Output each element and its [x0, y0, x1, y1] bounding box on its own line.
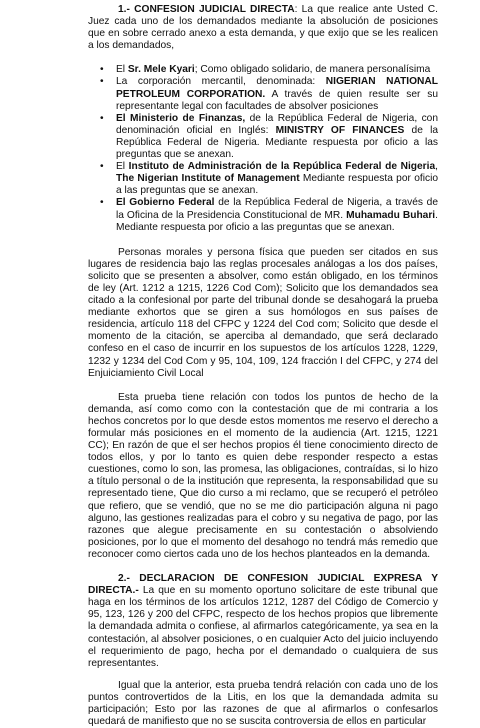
section-1-intro: : La que realice ante Usted C. Juez cada uno de los demandados mediante la absolución de posiciones que en sobre cerrado anexo a esta demanda, y que exijo que se les realicen a los demandados,	[88, 4, 438, 52]
section-2-paragraph	[88, 573, 438, 670]
section-1-heading: 1.- CONFESION JUDICIAL DIRECTA	[118, 4, 295, 15]
bullet-icon: •	[100, 197, 104, 209]
list-item: • La corporación mercantil, denominada: NIGERIAN NATIONAL PETROLEUM CORPORATION. A través de quien resulte ser su representante legal con facultades de absolver posiciones	[100, 76, 438, 112]
respondent-list	[88, 64, 438, 233]
closing-paragraph: Igual que la anterior, esta prueba tendrá relación con cada uno de los puntos controvertidos de la Litis, en los que la demandada admita su participación; Esto por las razones de que al afirmarlos o confesarlos quedará de manifiesto que no se suscita controversia de ellos en particular	[88, 679, 438, 728]
section-2-heading: 2.- DECLARACION DE CONFESION JUDICIAL EXPRESA Y DIRECTA.-	[88, 573, 438, 597]
relation-paragraph: Esta prueba tiene relación con todos los puntos de hecho de la demanda, así como como con la contestación que de mi contraria a los hechos concretos por lo que desde estos momentos me reservo el derecho a formular más posiciones en el momento de la audiencia (Art. 1215, 1221 CC); En razón de que el ser hechos propios él tiene conocimiento directo de todos ellos, y por lo tanto es quien debe responder respecto a estas cuestiones, como lo son, las promesa, las obligaciones, contraídas, si lo hizo a título personal o de la institución que representa, la responsabilidad que su representado tiene, Que dio curso a mi reclamo, que se recuperó el petróleo que refiero, que se vendió, que no se me dio participación alguna ni pago alguno, las gestiones realizadas para el cobro y su negativa de pago, por las razones que alegue precisamente en su contestación o absolviendo posiciones, por lo que el momento del desahogo no tendrá más remedio que reconocer como ciertos cada uno de los hechos planteados en la demanda.	[88, 391, 438, 560]
list-item: • El Instituto de Administración de la República Federal de Nigeria, The Nigerian Institute of Management Mediante respuesta por oficio a las preguntas que se anexan.	[100, 161, 438, 197]
citation-paragraph: Personas morales y persona física que pueden ser citados en sus lugares de residencia bajo las reglas procesales análogas a los dos países, solicito que se presenten a absolver, como están obligado, en los términos de ley (Art. 1212 a 1215, 1226 Cod Com); Solicito que los demandados sea citado a la confesional por parte del tribunal donde se desahogará la prueba mediante exhortos que se giren a sus homólogos en sus países de residencia, artículo 118 del CFPC y 1224 del Cod com; Solicito que desde el momento de la citación, se aperciba al demandado, que será declarado confeso en el caso de incurrir en los supuestos de los artículos 1228, 1229, 1232 y 1234 del Cod Com y 95, 104, 109, 124 fracción I del CFPC, y 274 del Enjuiciamiento Civil Local	[88, 246, 438, 379]
bullet-icon: •	[100, 112, 104, 124]
bullet-icon: •	[100, 64, 104, 76]
list-item: • El Sr. Mele Kyari; Como obligado solidario, de manera personalísima	[100, 64, 431, 76]
section-1-paragraph	[88, 4, 438, 52]
list-item: • El Ministerio de Finanzas, de la República Federal de Nigeria, con denominación oficial en Inglés: MINISTRY OF FINANCES de la República Federal de Nigeria. Mediante respuesta por oficio a las preguntas que se anexan.	[100, 112, 438, 161]
list-item: • El Gobierno Federal de la República Federal de Nigeria, a través de la Oficina de la Presidencia Constitucional de MR. Muhamadu Buhari. Mediante respuesta por oficio a las preguntas que se anexan.	[100, 197, 438, 233]
section-2-body: La que en su momento oportuno solicitare de este tribunal que haga en los términos de los artículos 1212, 1287 del Código de Comercio y 95, 123, 126 y 200 del CFPC, respecto de los hechos propios que libremente la demandada admita o confiese, al afirmarlos categóricamente, ya sea en la contestación, al absolver posiciones, o en cualquier Acto del juicio incluyendo el requerimiento de pago, hecha por el demandado o cualquiera de sus representantes.	[88, 585, 438, 669]
bullet-icon: •	[100, 161, 104, 173]
bullet-icon: •	[100, 76, 104, 88]
